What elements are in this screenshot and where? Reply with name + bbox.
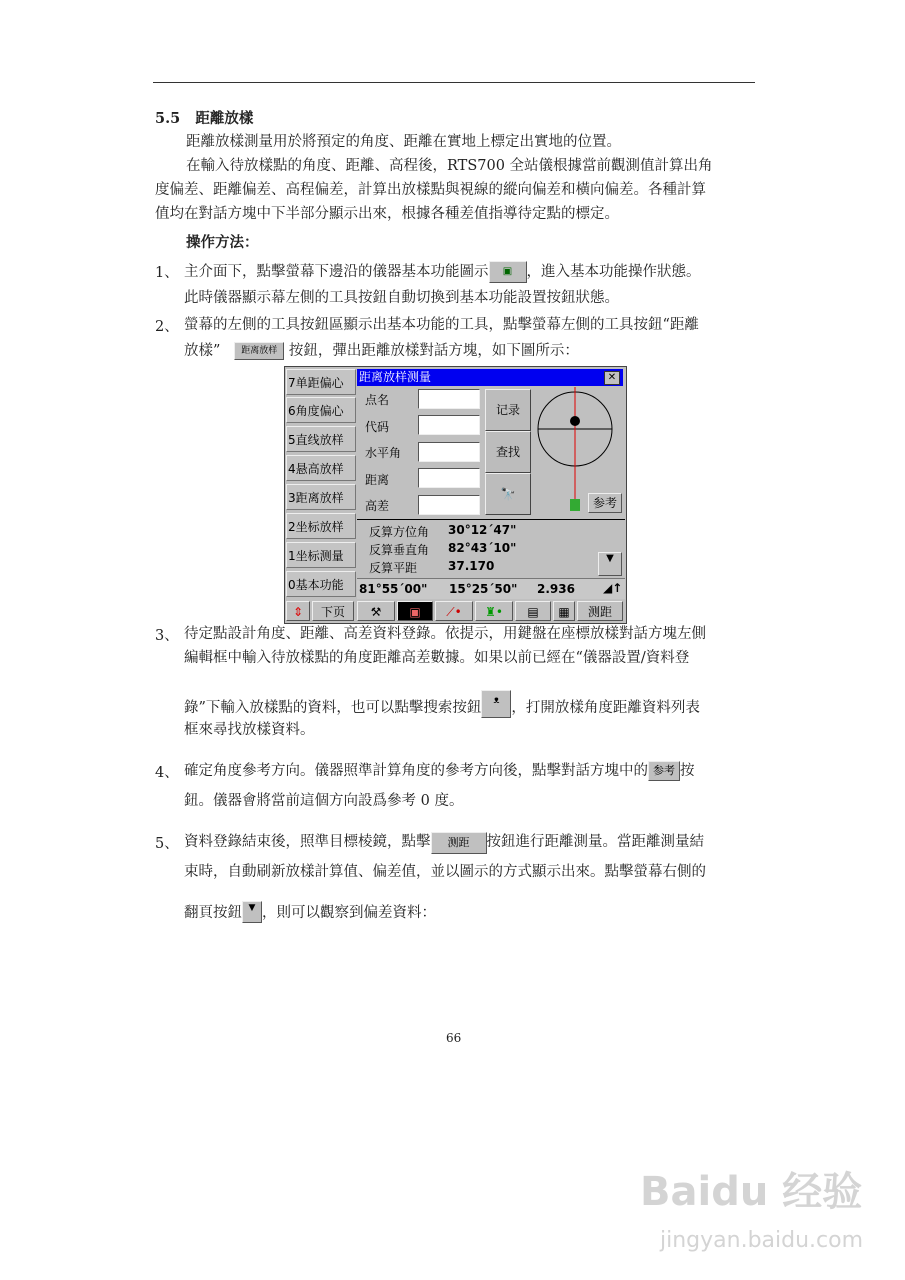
find-button: 查找 bbox=[485, 431, 531, 473]
measure-button: 测距 bbox=[577, 601, 623, 621]
status-bar bbox=[357, 578, 625, 599]
section-heading: 5.5 距離放樣 bbox=[155, 110, 254, 127]
watermark-logo: Baidu 经验 bbox=[640, 1169, 863, 1215]
step-text: 放樣” 距离放样 按鈕，彈出距離放樣對話方塊，如下圖所示： bbox=[184, 343, 579, 359]
step-number: 4、 bbox=[155, 765, 179, 781]
header-rule bbox=[153, 82, 755, 83]
stakeout-icon: ♜• bbox=[475, 601, 513, 621]
page-down-icon: ▼ bbox=[598, 552, 622, 576]
step-text: 資料登錄結束後，照準目標棱鏡，點擊 测距 按鈕進行距離測量。當距離測量結 bbox=[184, 832, 704, 854]
field-label: 距离 bbox=[365, 473, 390, 487]
field-label: 水平角 bbox=[365, 446, 402, 460]
folder-icon: ▤ bbox=[515, 601, 551, 621]
field-label: 代码 bbox=[365, 420, 390, 434]
arrows-icon: ⇕ bbox=[286, 601, 310, 621]
result-label: 反算方位角 bbox=[369, 525, 430, 539]
field-input bbox=[418, 468, 480, 488]
instrument-icon: ▣ bbox=[489, 261, 527, 283]
field-label: 高差 bbox=[365, 499, 390, 513]
method-title: 操作方法： bbox=[186, 234, 259, 251]
field-input bbox=[418, 495, 480, 515]
step-text: 編輯框中輸入待放樣點的角度距離高差數據。如果以前已經在“儀器設置/資料登 bbox=[184, 650, 690, 666]
distance-stakeout-icon: 距离放样 bbox=[234, 342, 284, 360]
tool-button: 0基本功能 bbox=[286, 571, 356, 597]
paragraph: 值均在對話方塊中下半部分顯示出來，根據各種差值指導待定點的標定。 bbox=[155, 206, 619, 222]
tool-button: 2坐标放样 bbox=[286, 513, 356, 539]
search-binoculars-icon: ᴥ bbox=[481, 690, 511, 718]
measure-button-icon: 测距 bbox=[431, 832, 487, 854]
paragraph: 在輸入待放樣點的角度、距離、高程後，RTS700 全站儀根據當前觀測值計算出角 bbox=[186, 158, 713, 174]
step-text: 翻頁按鈕 ▼ ，則可以觀察到偏差資料： bbox=[184, 903, 436, 921]
keyboard-icon: ▦ bbox=[553, 601, 575, 621]
close-icon: ✕ bbox=[604, 371, 620, 385]
result-label: 反算平距 bbox=[369, 561, 418, 575]
watermark-url: jingyan.baidu.com bbox=[660, 1228, 864, 1253]
tool-button: 1坐标测量 bbox=[286, 542, 356, 568]
profile-icon: ⟋• bbox=[435, 601, 473, 621]
step-number: 5、 bbox=[155, 836, 179, 852]
reference-button: 参考 bbox=[588, 493, 622, 513]
step-number: 3、 bbox=[155, 628, 179, 644]
distance: 2.936 bbox=[537, 582, 575, 596]
step-text: 主介面下，點擊螢幕下邊沿的儀器基本功能圖示 ▣ ，進入基本功能操作狀態。 bbox=[184, 261, 701, 283]
instrument-icon: ▣ bbox=[397, 601, 433, 621]
prism-icon bbox=[570, 416, 580, 426]
tool-button: 6角度偏心 bbox=[286, 397, 356, 423]
tool-button: 7单距偏心 bbox=[286, 369, 356, 395]
v-angle: 15°25´50" bbox=[449, 582, 518, 596]
tool-button: 5直线放样 bbox=[286, 426, 356, 452]
field-input bbox=[418, 415, 480, 435]
step-text: 鈕。儀器會將當前這個方向設爲參考 0 度。 bbox=[184, 793, 464, 809]
step-number: 2、 bbox=[155, 319, 179, 335]
field-input bbox=[418, 389, 480, 409]
step-text: 框來尋找放樣資料。 bbox=[184, 722, 315, 738]
step-text: 螢幕的左側的工具按鈕區顯示出基本功能的工具，點擊螢幕左側的工具按鈕“距離 bbox=[184, 317, 699, 333]
result-value: 30°12´47" bbox=[448, 523, 517, 537]
page-down-icon: ▼ bbox=[242, 901, 262, 923]
result-value: 37.170 bbox=[448, 559, 495, 573]
result-value: 82°43´10" bbox=[448, 541, 517, 555]
tools-icon: ⚒ bbox=[357, 601, 395, 621]
hz-angle: 81°55´00" bbox=[359, 582, 428, 596]
step-number: 1、 bbox=[155, 265, 179, 281]
paragraph: 度偏差、距離偏差、高程偏差，計算出放樣點與視線的縱向偏差和橫向偏差。各種計算 bbox=[155, 182, 706, 198]
paragraph: 距離放樣測量用於將預定的角度、距離在實地上標定出實地的位置。 bbox=[186, 134, 621, 150]
tool-button: 4悬高放样 bbox=[286, 455, 356, 481]
step-text: 確定角度參考方向。儀器照準計算角度的參考方向後，點擊對話方塊中的 参考 按 bbox=[184, 763, 695, 779]
record-button: 记录 bbox=[485, 389, 531, 431]
field-label: 点名 bbox=[365, 393, 390, 407]
dialog-title-bar: 距离放样测量 ✕ bbox=[357, 369, 623, 386]
reference-button-icon: 参考 bbox=[648, 761, 680, 781]
instrument-icon bbox=[570, 499, 580, 511]
device-screenshot bbox=[284, 366, 627, 624]
binoculars-icon: 🔭 bbox=[485, 473, 531, 515]
page-number: 66 bbox=[446, 1031, 462, 1045]
next-page-button: 下页 bbox=[312, 601, 354, 621]
step-text: 錄”下輸入放樣點的資料，也可以點擊搜索按鈕 ᴥ ，打開放樣角度距離資料列表 bbox=[184, 690, 700, 718]
signal-icon: ◢↑ bbox=[603, 581, 623, 595]
step-text: 束時，自動刷新放樣計算值、偏差值，並以圖示的方式顯示出來。點擊螢幕右側的 bbox=[184, 864, 706, 880]
tool-button: 3距离放样 bbox=[286, 484, 356, 510]
field-input bbox=[418, 442, 480, 462]
result-label: 反算垂直角 bbox=[369, 543, 430, 557]
step-text: 待定點設計角度、距離、高差資料登錄。依提示，用鍵盤在座標放樣對話方塊左側 bbox=[184, 626, 706, 642]
step-text: 此時儀器顯示幕左側的工具按鈕自動切換到基本功能設置按鈕狀態。 bbox=[184, 290, 619, 306]
